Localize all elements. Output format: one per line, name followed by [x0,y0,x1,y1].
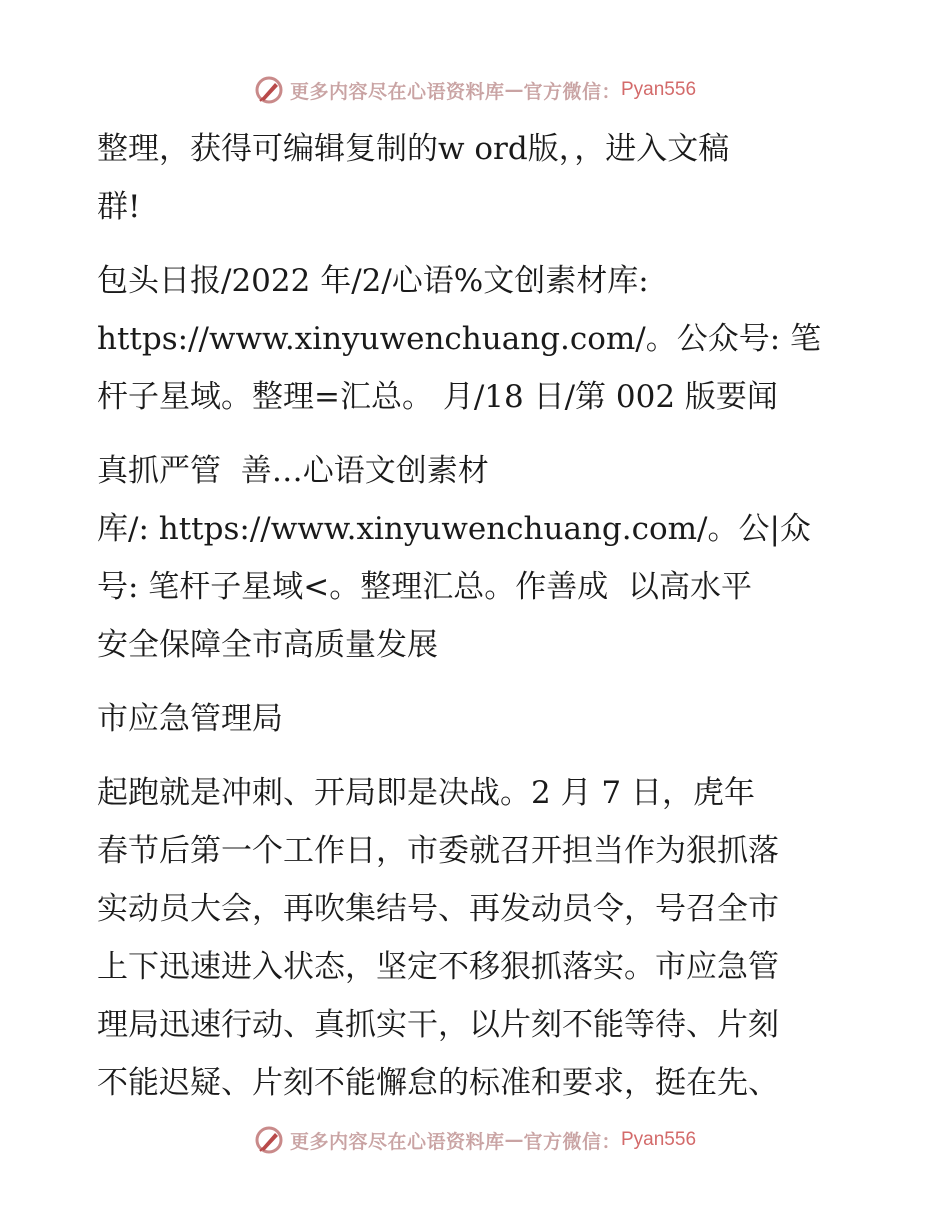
text-line: 市应急管理局 [97,701,283,737]
paragraph [97,690,857,748]
quill-logo-icon [254,1125,284,1155]
paragraph [97,252,857,426]
paragraph [97,764,857,1112]
banner-official-label: 官方微信： [523,1130,621,1153]
text-line: 包头日报/2022 年/2/心语%文创素材库: [97,263,649,299]
text-line: 上下迅速进入状态，坚定不移狠抓落实。市应急管 [97,949,779,985]
banner-text: 更多内容尽在心语资料库 [289,80,505,103]
text-line: 整理，获得可编辑复制的w ord版，，进入文稿 [97,131,730,167]
quill-logo-icon [254,75,284,105]
banner-wechat-id: Pyan556 [621,1129,697,1150]
document-body [97,120,857,1112]
text-line: 号: 笔杆子星域<。整理汇总。作善成 以高水平 [97,569,752,605]
banner-official-label: 官方微信： [523,80,621,103]
banner-separator: — [504,1129,524,1151]
text-line: 春节后第一个工作日，市委就召开担当作为狠抓落 [97,833,779,869]
paragraph [97,442,857,674]
text-line: 安全保障全市高质量发展 [97,627,438,663]
banner-text: 更多内容尽在心语资料库 [289,1130,505,1153]
text-line: 实动员大会，再吹集结号、再发动员令，号召全市 [97,891,779,927]
banner-separator: — [504,79,524,101]
banner-wechat-id: Pyan556 [621,79,697,100]
paragraph [97,120,857,236]
text-line: 起跑就是冲刺、开局即是决战。2 月 7 日，虎年 [97,775,756,811]
text-line: https://www.xinyuwenchuang.com/。公众号: 笔 [97,321,822,357]
text-line: 理局迅速行动、真抓实干，以片刻不能等待、片刻 [97,1007,779,1043]
text-line: 不能迟疑、片刻不能懈怠的标准和要求，挺在先、 [97,1065,779,1101]
text-line: 真抓严管 善…心语文创素材 [97,453,489,489]
text-line: 群! [97,189,141,225]
header-banner [0,72,950,108]
footer-banner [0,1122,950,1158]
text-line: 库/: https://www.xinyuwenchuang.com/。公|众 [97,511,811,547]
text-line: 杆子星域。整理=汇总。 月/18 日/第 002 版要闻 [97,379,778,415]
